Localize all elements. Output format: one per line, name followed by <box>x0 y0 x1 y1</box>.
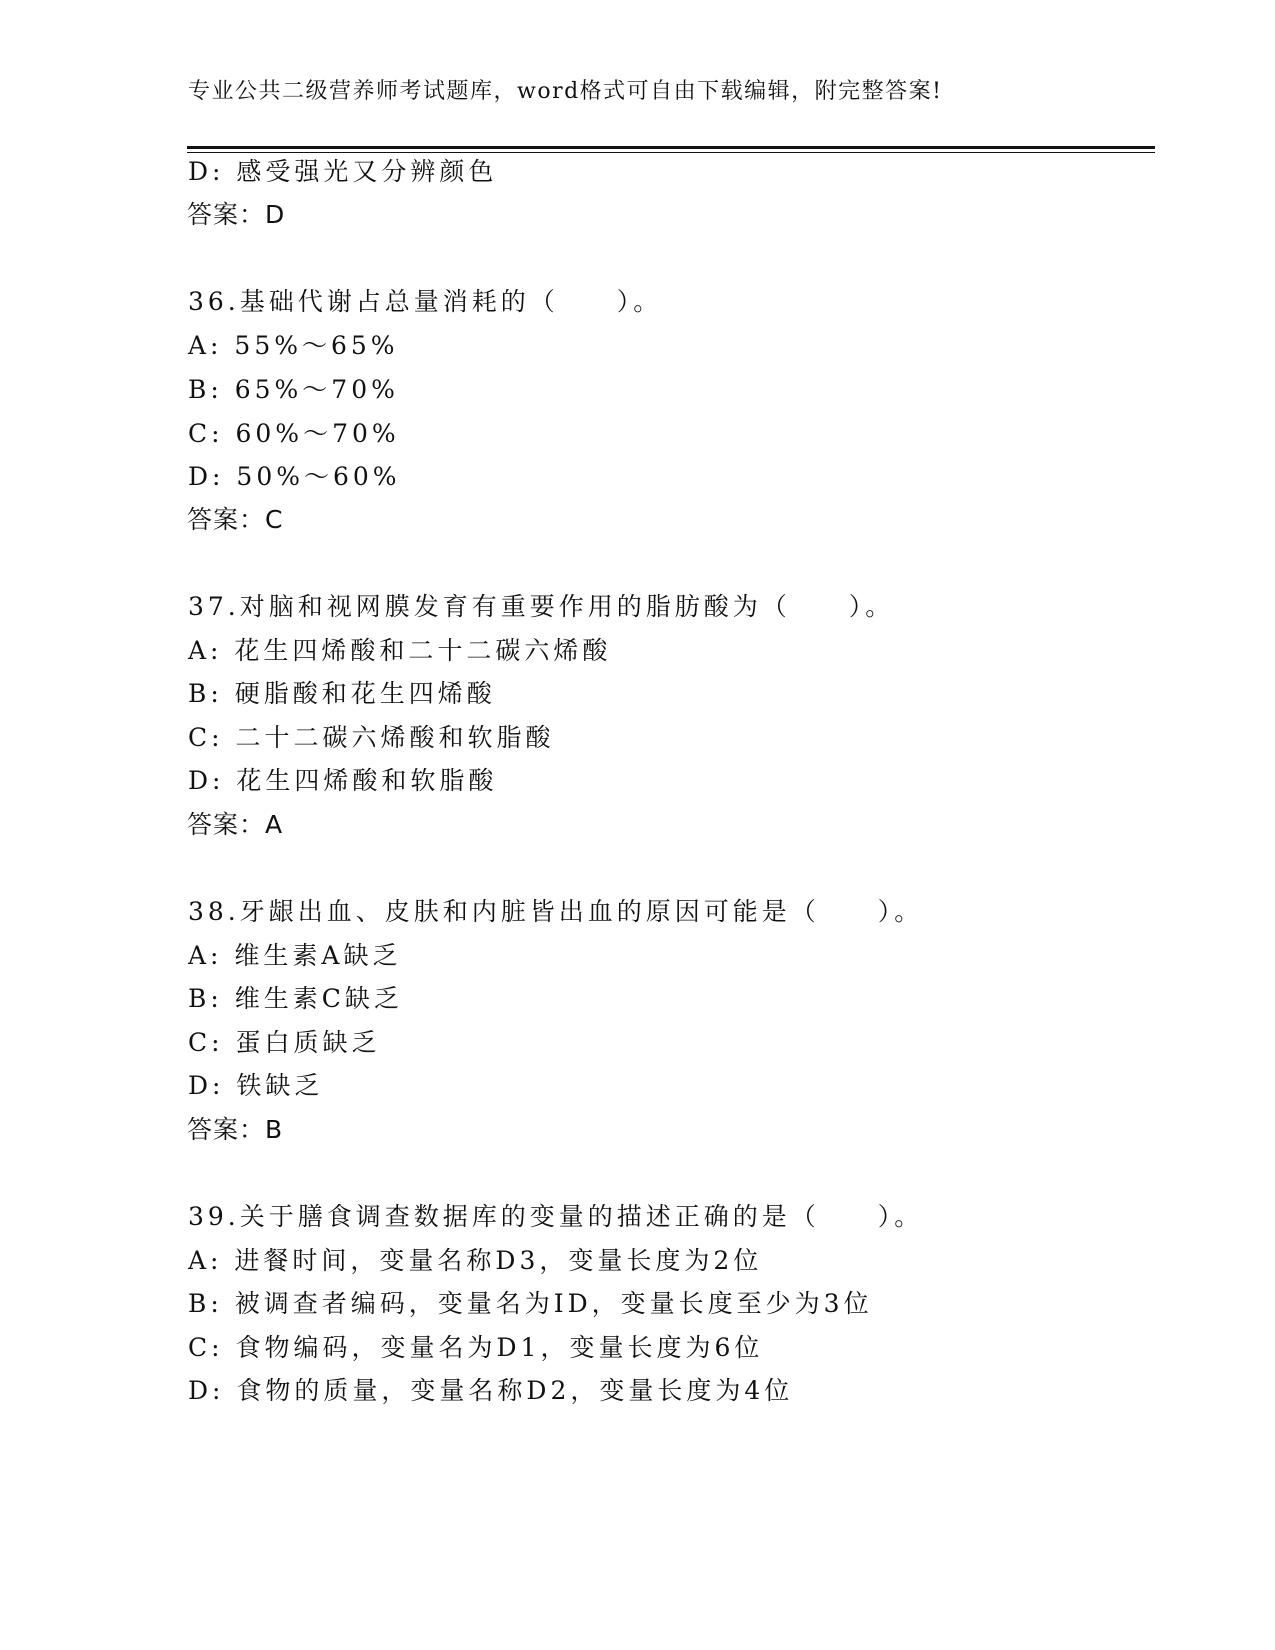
question-36-option-d: D: 50%～60% <box>188 462 401 491</box>
question-38-option-d: D: 铁缺乏 <box>188 1071 324 1100</box>
question-36-option-b: B: 65%～70% <box>188 375 399 404</box>
question-36-stem: 36.基础代谢占总量消耗的（ ）。 <box>188 287 663 316</box>
question-37-option-b: B: 硬脂酸和花生四烯酸 <box>188 679 496 708</box>
question-36-option-a: A: 55%～65% <box>188 331 399 360</box>
question-37-answer: 答案：A <box>187 810 284 839</box>
question-39-option-d: D: 食物的质量，变量名称D2，变量长度为4位 <box>188 1376 794 1405</box>
question-39-option-a: A: 进餐时间，变量名称D3，变量长度为2位 <box>188 1246 763 1275</box>
question-38-answer: 答案：B <box>187 1115 284 1144</box>
prev-question-answer: 答案：D <box>187 200 286 229</box>
question-39-option-c: C: 食物编码，变量名为D1，变量长度为6位 <box>188 1333 764 1362</box>
page-header: 专业公共二级营养师考试题库，word格式可自由下载编辑，附完整答案! <box>188 79 943 104</box>
question-36-option-c: C: 60%～70% <box>188 419 400 448</box>
question-38-option-b: B: 维生素C缺乏 <box>188 984 403 1013</box>
question-37-option-c: C: 二十二碳六烯酸和软脂酸 <box>188 723 555 752</box>
question-37-option-a: A: 花生四烯酸和二十二碳六烯酸 <box>188 636 612 665</box>
question-39-option-b: B: 被调查者编码，变量名为ID，变量长度至少为3位 <box>188 1289 873 1318</box>
question-38-stem: 38.牙龈出血、皮肤和内脏皆出血的原因可能是（ ）。 <box>188 897 924 926</box>
header-rule-thick <box>187 146 1155 149</box>
header-rule-thin <box>187 152 1155 153</box>
question-38-option-c: C: 蛋白质缺乏 <box>188 1028 381 1057</box>
question-38-option-a: A: 维生素A缺乏 <box>188 941 402 970</box>
prev-question-option-d: D: 感受强光又分辨颜色 <box>188 157 498 186</box>
question-37-option-d: D: 花生四烯酸和软脂酸 <box>188 766 498 795</box>
question-39-stem: 39.关于膳食调查数据库的变量的描述正确的是（ ）。 <box>188 1202 924 1231</box>
question-36-answer: 答案：C <box>187 505 284 534</box>
question-37-stem: 37.对脑和视网膜发育有重要作用的脂肪酸为（ ）。 <box>188 592 895 621</box>
